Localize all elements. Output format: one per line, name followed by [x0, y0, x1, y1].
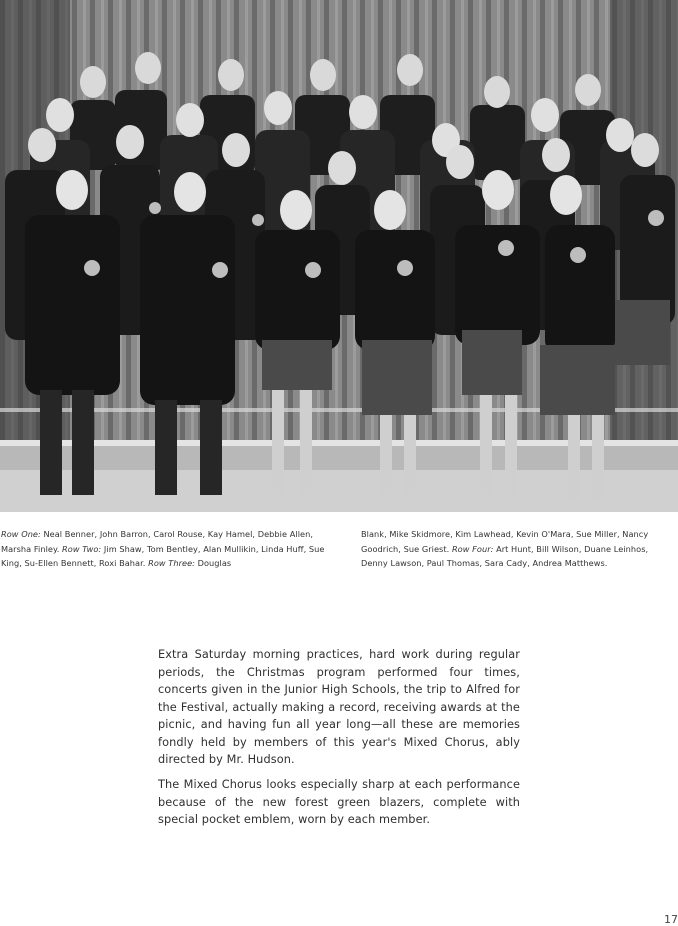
body-paragraph-1: Extra Saturday morning practices, hard work during regular periods, the Christmas program performed four times, concerts given in the Junior High Schools, the trip to Alfred for the Festival, actually making a record, receiving awards at the picnic, and having fun all year long—all these are memories fondly held by members of this year's Mixed Chorus, ably directed by Mr. Hudson.: [158, 648, 520, 766]
caption-names: Art Hunt, Bill Wilson, Duane Leinhos, Denny Lawson, Paul Thomas, Sara Cady, Andrea Matthews.: [361, 543, 649, 568]
page-number: 17: [664, 913, 678, 926]
photo-caption-right: [361, 527, 677, 571]
caption-row-label: Row One:: [1, 529, 41, 539]
caption-names: Jim Shaw, Tom Bentley, Alan Mullikin, Linda Huff, Sue King, Su-Ellen Bennett, Roxi Bahar.: [1, 543, 325, 568]
caption-names: Douglas: [194, 558, 232, 568]
caption-row-label: Row Four:: [451, 543, 494, 554]
caption-names: Neal Benner, John Barron, Carol Rouse, Kay Hamel, Debbie Allen, Marsha Finley.: [1, 529, 313, 554]
body-paragraph-2: The Mixed Chorus looks especially sharp at each performance because of the new forest green blazers, complete with special pocket emblem, worn by each member.: [158, 778, 520, 826]
caption-row-label: Row Two:: [62, 543, 102, 554]
caption-names: Blank, Mike Skidmore, Kim Lawhead, Kevin O'Mara, Sue Miller, Nancy Goodrich, Sue Griest.: [361, 529, 649, 554]
photo-caption-left: [1, 527, 325, 571]
caption-row-label: Row Three:: [148, 558, 195, 568]
